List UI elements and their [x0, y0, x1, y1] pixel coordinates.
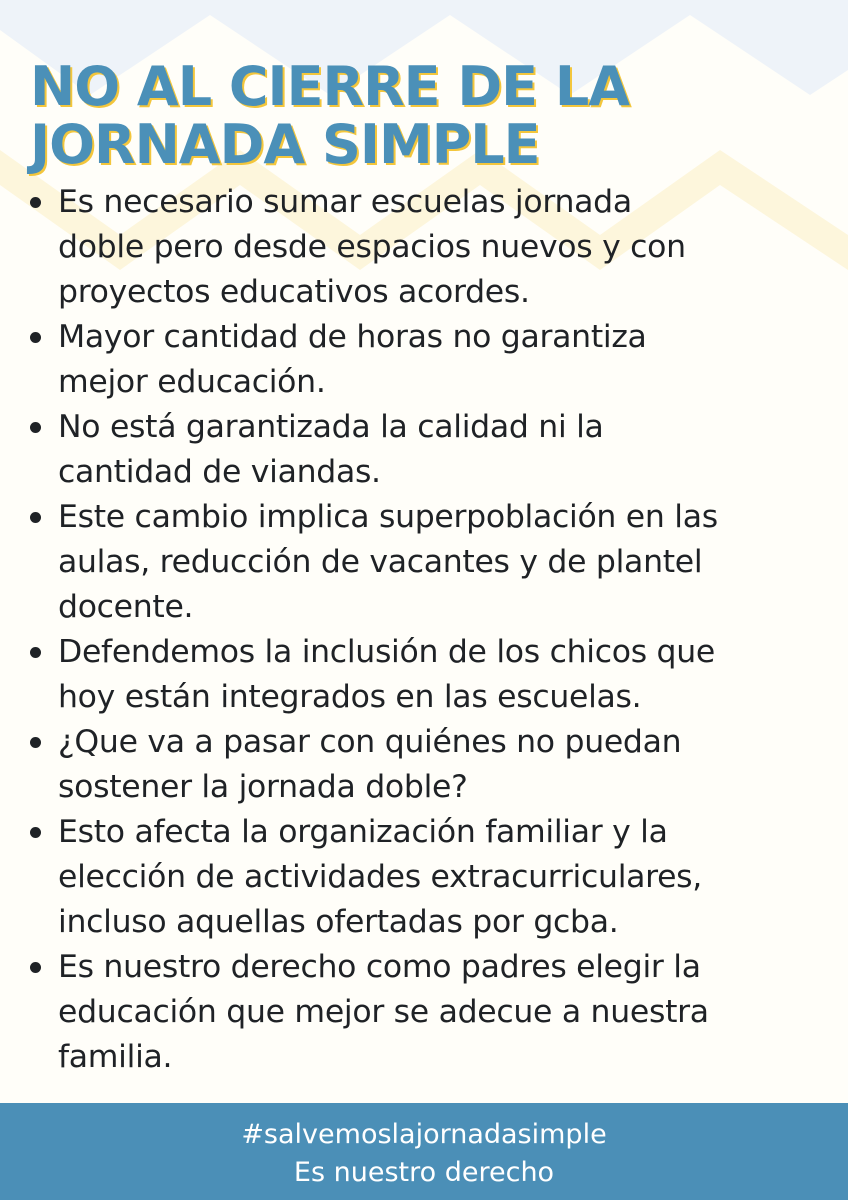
- title-line-2: JORNADA SIMPLE: [30, 113, 540, 176]
- title-line-1: NO AL CIERRE DE LA: [30, 55, 630, 118]
- bullet-line: Es necesario sumar escuelas jornada: [58, 184, 632, 220]
- bullet-line: proyectos educativos acordes.: [58, 274, 530, 310]
- bullet-dot-icon: [30, 197, 41, 208]
- bullet-line: elección de actividades extracurriculares,: [58, 859, 703, 895]
- bullet-dot-icon: [30, 737, 41, 748]
- footer-tagline: Es nuestro derecho: [293, 1157, 555, 1188]
- bullet-line: cantidad de viandas.: [58, 454, 381, 490]
- bullet-line: Defendemos la inclusión de los chicos que: [58, 634, 715, 670]
- bullet-dot-icon: [30, 422, 41, 433]
- bullet-line: No está garantizada la calidad ni la: [58, 409, 604, 445]
- footer-banner: [0, 1103, 848, 1200]
- bullet-line: educación que mejor se adecue a nuestra: [58, 994, 709, 1030]
- bullet-line: ¿Que va a pasar con quiénes no puedan: [58, 724, 682, 760]
- bullet-line: mejor educación.: [58, 364, 326, 400]
- bullet-item: [24, 315, 844, 405]
- bullet-line: docente.: [58, 589, 194, 625]
- bullet-item: [24, 495, 844, 630]
- bullet-list: [24, 180, 844, 1080]
- bullet-line: doble pero desde espacios nuevos y con: [58, 229, 686, 265]
- bullet-line: sostener la jornada doble?: [58, 769, 468, 805]
- bullet-dot-icon: [30, 962, 41, 973]
- bullet-dot-icon: [30, 827, 41, 838]
- bullet-item: [24, 405, 844, 495]
- bullet-line: Mayor cantidad de horas no garantiza: [58, 319, 647, 355]
- bullet-dot-icon: [30, 332, 41, 343]
- bullet-item: [24, 720, 844, 810]
- bullet-dot-icon: [30, 512, 41, 523]
- bullet-dot-icon: [30, 647, 41, 658]
- bullet-item: [24, 180, 844, 315]
- bullet-line: incluso aquellas ofertadas por gcba.: [58, 904, 619, 940]
- bullet-line: aulas, reducción de vacantes y de plantel: [58, 544, 703, 580]
- bullet-line: Esto afecta la organización familiar y la: [58, 814, 668, 850]
- bullet-line: Este cambio implica superpoblación en las: [58, 499, 718, 535]
- bullet-item: [24, 945, 844, 1080]
- bullet-item: [24, 810, 844, 945]
- footer-hashtag: #salvemoslajornadasimple: [241, 1119, 607, 1150]
- bullet-item: [24, 630, 844, 720]
- bullet-line: familia.: [58, 1039, 173, 1075]
- bullet-line: Es nuestro derecho como padres elegir la: [58, 949, 701, 985]
- page-title: [30, 55, 630, 176]
- bullet-line: hoy están integrados en las escuelas.: [58, 679, 642, 715]
